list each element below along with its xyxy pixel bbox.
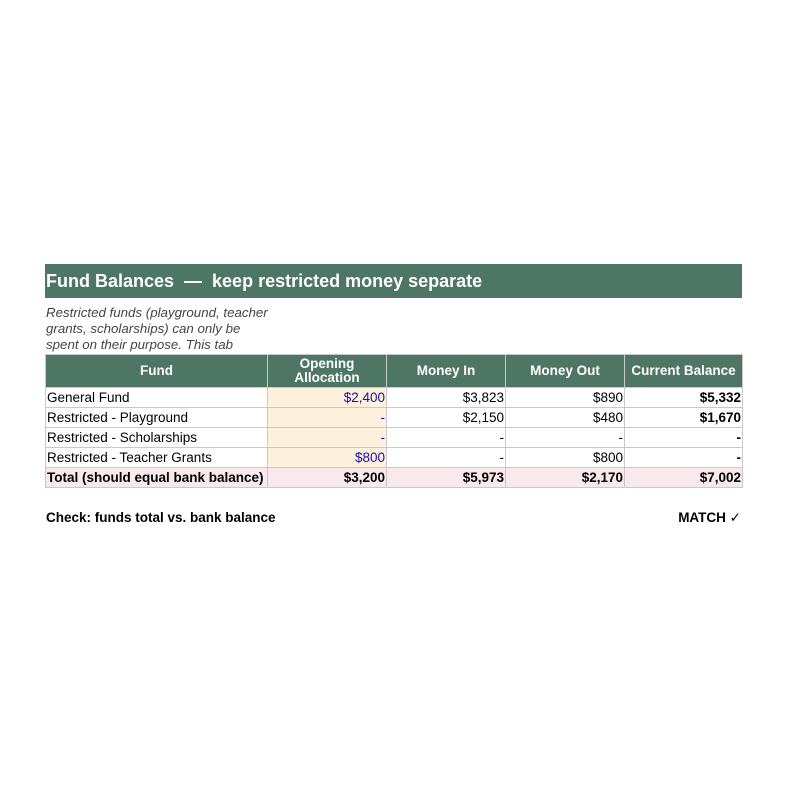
money-in-cell[interactable]: $3,823 [387, 388, 506, 408]
total-money-in-cell[interactable]: $5,973 [387, 468, 506, 488]
instruction-note-text: Restricted funds (playground, teacher grants, scholarships) can only be spent on their purpose. This tab [46, 305, 268, 352]
check-status[interactable]: MATCH ✓ [678, 510, 741, 525]
money-out-cell[interactable]: $800 [506, 448, 625, 468]
check-label[interactable]: Check: funds total vs. bank balance [46, 510, 276, 525]
header-money-out[interactable]: Money Out [506, 355, 625, 388]
money-out-cell[interactable]: $480 [506, 408, 625, 428]
money-in-cell[interactable]: - [387, 428, 506, 448]
header-money-in[interactable]: Money In [387, 355, 506, 388]
current-balance-cell[interactable]: - [625, 448, 743, 468]
table-row [46, 408, 743, 428]
header-row [46, 355, 743, 388]
table-row [46, 388, 743, 408]
current-balance-cell[interactable]: $5,332 [625, 388, 743, 408]
money-in-cell[interactable]: $2,150 [387, 408, 506, 428]
money-out-cell[interactable]: $890 [506, 388, 625, 408]
fund-name-cell[interactable]: General Fund [46, 388, 268, 408]
instruction-note[interactable] [46, 299, 268, 354]
total-row [46, 468, 743, 488]
current-balance-cell[interactable]: $1,670 [625, 408, 743, 428]
total-balance-cell[interactable]: $7,002 [625, 468, 743, 488]
opening-allocation-input[interactable]: - [268, 408, 387, 428]
sheet-title: Fund Balances — keep restricted money separate [45, 264, 742, 298]
fund-name-cell[interactable]: Restricted - Scholarships [46, 428, 268, 448]
header-opening-allocation[interactable]: Opening Allocation [268, 355, 387, 388]
fund-balances-table [45, 354, 743, 488]
total-label-cell[interactable]: Total (should equal bank balance) [46, 468, 268, 488]
table-row [46, 428, 743, 448]
fund-name-cell[interactable]: Restricted - Teacher Grants [46, 448, 268, 468]
opening-allocation-input[interactable]: $800 [268, 448, 387, 468]
money-in-cell[interactable]: - [387, 448, 506, 468]
opening-allocation-input[interactable]: - [268, 428, 387, 448]
money-out-cell[interactable]: - [506, 428, 625, 448]
table-row [46, 448, 743, 468]
current-balance-cell[interactable]: - [625, 428, 743, 448]
header-fund[interactable]: Fund [46, 355, 268, 388]
total-opening-cell[interactable]: $3,200 [268, 468, 387, 488]
total-money-out-cell[interactable]: $2,170 [506, 468, 625, 488]
opening-allocation-input[interactable]: $2,400 [268, 388, 387, 408]
fund-name-cell[interactable]: Restricted - Playground [46, 408, 268, 428]
header-current-balance[interactable]: Current Balance [625, 355, 743, 388]
